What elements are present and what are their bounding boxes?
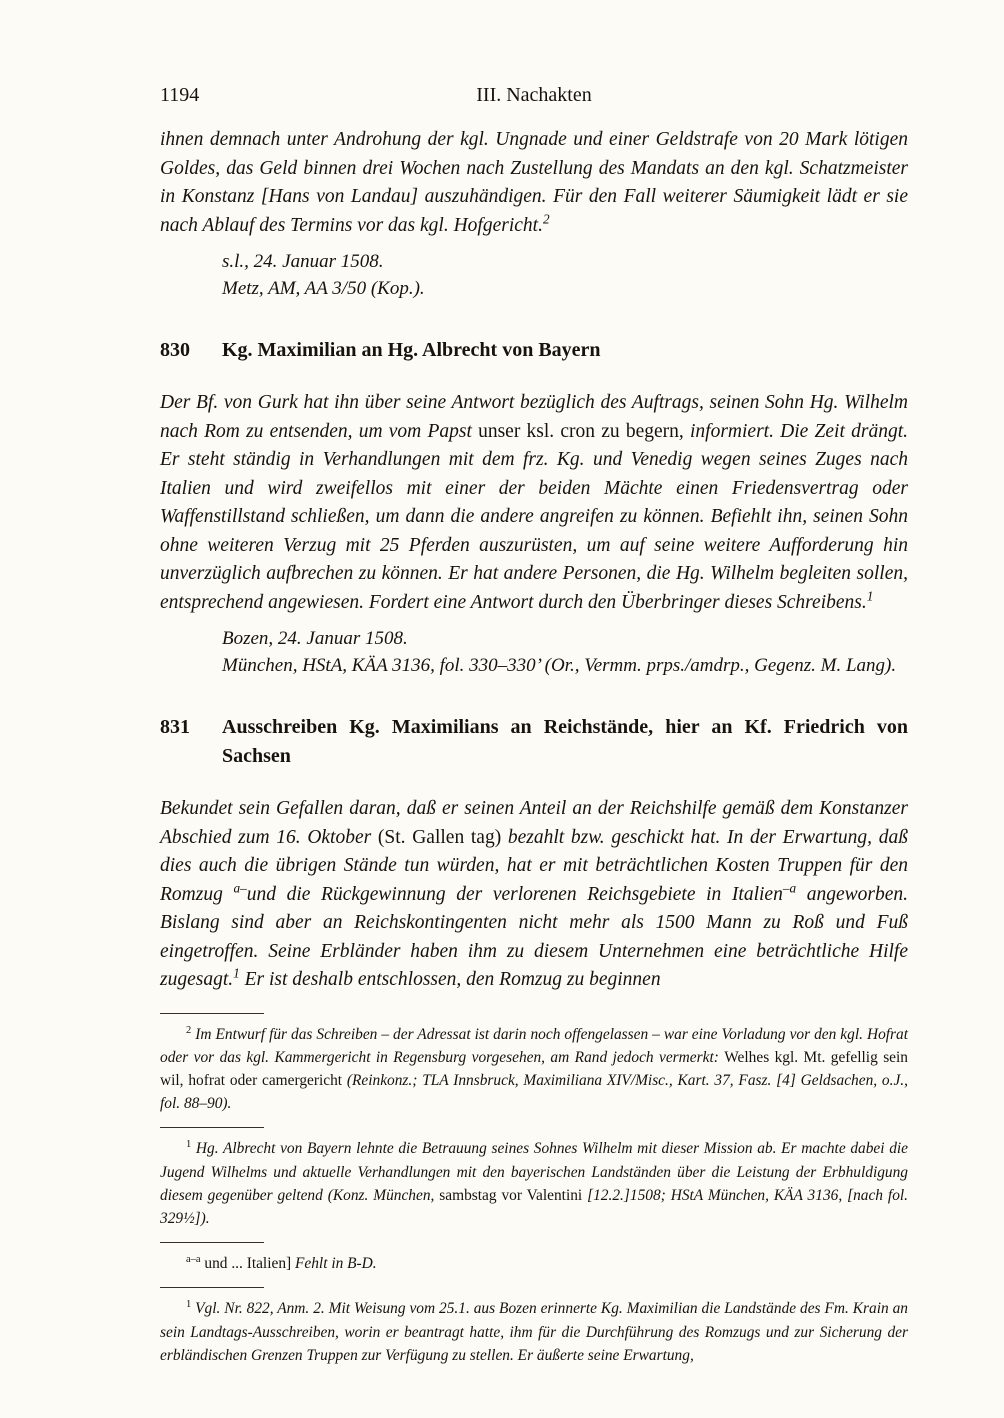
footnote [160,1297,908,1367]
entry-heading [160,713,908,771]
footnote-marker: 2 [542,211,550,226]
footnote-separator [160,1287,264,1288]
text-segment: und die Rückgewinnung der verlorenen Reichsgebiete in Italien [246,883,783,905]
footnote-marker: 1 [866,588,874,603]
text-segment: angeworben. Bislang sind aber an Reichskontingenten nicht mehr als 1500 Mann zu Roß und Fuß eingetroffen. Seine Erbländer haben ihm zu diesem Unternehmen eine beträchtliche Hilfe zugesagt. [160,883,908,990]
footnote [160,1023,908,1116]
text-segment: (Reinkonz.; TLA Innsbruck, Maximiliana XIV/Misc., Kart. 37, Fasz. [4] Geldsachen, o.J., fol. 88–90). [160,1071,909,1113]
text-segment: Bekundet sein Gefallen daran, daß er seinen Anteil an der Reichshilfe gemäß dem Konstanzer Abschied zum 16. Oktober [160,798,908,848]
footnote [160,1137,908,1230]
footnote-marker: a– [233,880,247,895]
footnote-marker: a–a [186,1254,201,1265]
regest-paragraph [160,126,908,240]
text-segment: Fehlt in B-D. [295,1255,377,1273]
text-segment: , informiert. Die Zeit drängt. Er steht ständig in Verhandlungen mit dem frz. Kg. und Venedig wegen seines Zuges nach Italien und wird zweifellos mit einer der beiden Mächte einen Friedensvertrag oder Waffenstillstand schließen, um dann die andere angreifen zu können. Befiehlt ihn, seinen Sohn ohne weiteren Verzug mit 25 Pferden auszurüsten, um auf seine weitere Aufforderung hin unverzüglich aufbrechen zu können. Er hat andere Personen, die Hg. Wilhelm begleiten sollen, entsprechend angewiesen. Fordert eine Antwort durch den Überbringer dieses Schreibens. [160,420,908,613]
regest-paragraph [160,389,908,617]
footnote-separator [160,1242,264,1243]
main-text [160,126,908,995]
text-segment: Er ist deshalb entschlossen, den Romzug zu beginnen [239,969,661,990]
page-number: 1194 [160,84,200,106]
running-head [160,84,908,114]
text-segment: und ... Italien] [200,1255,295,1273]
regest-paragraph [160,795,908,995]
text-segment: Metz, AM, AA 3/50 (Kop.). [222,278,425,299]
text-segment: [12.2.]1508; HStA München, KÄA 3136, [nach fol. 329½]). [160,1186,909,1227]
text-segment: Bozen, 24. Januar 1508. [222,628,408,649]
text-segment: Hg. Albrecht von Bayern lehnte die Betrauung seines Sohnes Wilhelm mit dieser Mission ab. Er machte dabei die Jugend Wilhelms und aktuelle Verhandlungen mit den bayerischen Landständen über die Leistung der Erbhuldigung diesem gegenüber geltend (Konz. München, [160,1140,908,1204]
text-segment: unser ksl. cron zu begern [478,420,679,442]
entry-title: Kg. Maximilian an Hg. Albrecht von Bayern [222,339,601,361]
source-line [222,248,908,275]
footnote-marker: –a [782,880,797,895]
text-segment: (St. Gallen tag) [377,826,502,848]
text-segment: s.l., 24. Januar 1508. [222,251,384,272]
source-line [222,625,908,652]
source-reference [222,248,908,302]
footnote-separator [160,1127,264,1128]
text-segment: ihnen demnach unter Androhung der kgl. Ungnade und einer Geldstrafe von 20 Mark lötigen Goldes, das Geld binnen drei Wochen nach Zustellung des Mandats an den kgl. Schatzmeister in Konstanz [Hans von Landau] auszuhändigen. Für den Fall weiterer Säumigkeit lädt er sie nach Ablauf des Termins vor das kgl. Hofgericht. [160,129,908,236]
source-line [222,652,908,679]
footnote [160,1252,908,1275]
footnote-marker: 1 [186,1299,192,1311]
source-line [222,275,908,302]
footnote-marker: 2 [186,1024,192,1036]
entry-heading [160,336,908,365]
footnote-marker: 1 [233,965,240,981]
footnotes [160,1013,908,1367]
entry-title: Ausschreiben Kg. Maximilians an Reichstände, hier an Kf. Friedrich von Sachsen [222,716,908,767]
entry-number: 830 [160,339,190,361]
text-segment: Der Bf. von Gurk hat ihn über seine Antwort bezüglich des Auftrags, seinen Sohn Hg. Wilhelm nach Rom zu entsenden, um vom Papst [160,392,908,442]
running-header: III. Nachakten [476,84,592,106]
footnote-separator [160,1013,264,1014]
entry-number: 831 [160,716,190,738]
footnote-marker: 1 [186,1139,192,1151]
source-reference [222,625,908,679]
text-segment: München, HStA, KÄA 3136, fol. 330–330’ (Or., Vermm. prps./amdrp., Gegenz. M. Lang). [222,655,897,676]
text-segment: Im Entwurf für das Schreiben – der Adressat ist darin noch offengelassen – war eine Vorladung vor den kgl. Hofrat oder vor das kgl. Kammergericht in Regensburg vorgesehen, am Rand jedoch vermerkt: [160,1025,908,1066]
text-segment: sambstag vor Valentini [439,1186,588,1204]
text-segment: bezahlt bzw. geschickt hat. In der Erwartung, daß dies auch die übrigen Stände tun würden, hat er mit beträchtlichen Kosten Truppen für den Romzug [160,826,908,905]
text-segment: Welhes kgl. Mt. gefellig sein wil, hofrat oder camergericht [160,1048,908,1089]
text-segment: Vgl. Nr. 822, Anm. 2. Mit Weisung vom 25.1. aus Bozen erinnerte Kg. Maximilian die Landstände des Fm. Krain an sein Landtags-Ausschreiben, worin er beantragt hatte, ihm für die Durchführung des Romzugs und zur Sicherung der erbländischen Grenzen Truppen zur Verfügung zu stellen. Er äußerte seine Erwartung, [160,1300,908,1364]
